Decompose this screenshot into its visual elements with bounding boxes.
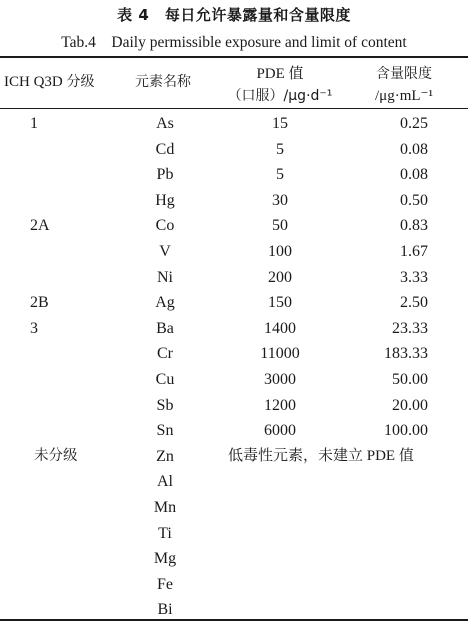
- cell-pde: 100: [268, 242, 292, 260]
- cell-pde: 200: [268, 268, 292, 286]
- cell-group: 3: [30, 319, 38, 337]
- cell-pde: 150: [268, 294, 292, 312]
- header-pde-line2: （口服）/μg·d⁻¹: [227, 88, 333, 104]
- table-row: [0, 162, 468, 188]
- cell-limit: 0.08: [400, 140, 428, 158]
- cell-element: Cr: [157, 345, 173, 363]
- table-row: [0, 265, 468, 291]
- cell-limit: 20.00: [392, 396, 428, 414]
- cell-element: Sb: [156, 396, 174, 414]
- table-row: [0, 316, 468, 342]
- header-ich-group: [4, 71, 95, 93]
- cell-element: Bi: [157, 601, 173, 619]
- table-row: [0, 495, 468, 521]
- cell-element: Ba: [156, 319, 174, 337]
- cell-group: 未分级: [34, 447, 78, 464]
- cell-element: Sn: [156, 422, 174, 440]
- cell-pde: 6000: [264, 422, 296, 440]
- cell-element: As: [156, 115, 174, 132]
- cell-element: Mn: [153, 498, 177, 516]
- header-ich-group-en: ICH Q3D: [4, 74, 67, 90]
- table-row: [0, 213, 468, 239]
- cell-group: 1: [30, 115, 38, 132]
- cell-pde: 30: [272, 191, 288, 209]
- cell-note: 低毒性元素，未建立 PDE 值: [228, 447, 414, 464]
- cell-element: Al: [157, 473, 173, 491]
- table-row: [0, 111, 468, 137]
- table-title-cn: 表 4 每日允许暴露量和含量限度: [117, 6, 351, 24]
- cell-limit: 1.67: [400, 242, 428, 260]
- header-element-name: 元素名称: [135, 74, 191, 90]
- cell-element: Hg: [155, 191, 175, 209]
- cell-element: Mg: [153, 550, 177, 568]
- cell-limit: 0.25: [400, 115, 428, 132]
- table-row: [0, 188, 468, 214]
- table-body: [0, 111, 468, 623]
- cell-element: Cd: [155, 140, 175, 158]
- cell-limit: 23.33: [392, 319, 428, 337]
- cell-element: Ni: [157, 268, 173, 286]
- header-limit-line1: 含量限度: [376, 66, 432, 82]
- cell-pde: 3000: [264, 370, 296, 388]
- table-row: [0, 469, 468, 495]
- cell-element: Co: [155, 217, 175, 235]
- cell-element: Fe: [157, 575, 173, 593]
- cell-element: Cu: [155, 370, 175, 388]
- cell-element: Ag: [155, 294, 175, 312]
- cell-group: 2B: [30, 294, 49, 312]
- cell-pde: 1400: [264, 319, 296, 337]
- cell-limit: 0.50: [400, 191, 428, 209]
- cell-pde: 5: [276, 140, 284, 158]
- cell-group: 2A: [30, 217, 50, 235]
- table-bottom-rule: [0, 619, 468, 621]
- cell-element: Pb: [156, 166, 174, 184]
- cell-element: Ti: [158, 524, 172, 542]
- header-ich-group-zh: 分级: [66, 74, 95, 90]
- header-pde-line1: PDE 值: [256, 66, 304, 82]
- cell-limit: 100.00: [384, 422, 428, 440]
- cell-pde: 11000: [260, 345, 300, 363]
- cell-limit: 183.33: [384, 345, 428, 363]
- table-row: [0, 418, 468, 444]
- table-row: [0, 341, 468, 367]
- cell-element: Zn: [156, 447, 174, 465]
- table-row: [0, 572, 468, 598]
- cell-pde: 50: [272, 217, 288, 235]
- cell-element: V: [159, 242, 171, 260]
- table-row: [0, 521, 468, 547]
- header-pde: [218, 63, 342, 107]
- table-header-rule: [0, 108, 468, 109]
- cell-limit: 3.33: [400, 268, 428, 286]
- cell-limit: 0.83: [400, 217, 428, 235]
- cell-pde: 1200: [264, 396, 296, 414]
- header-limit: [354, 63, 454, 107]
- table-row: [0, 546, 468, 572]
- cell-pde: 5: [276, 166, 284, 184]
- header-limit-line2: /μg·mL⁻¹: [375, 88, 433, 104]
- table-top-rule: [0, 56, 468, 58]
- table-row: [0, 137, 468, 163]
- table-title-en: Tab.4 Daily permissible exposure and limit of content: [61, 34, 407, 51]
- table-row: [0, 239, 468, 265]
- table-row: [0, 393, 468, 419]
- cell-limit: 50.00: [392, 370, 428, 388]
- table-row: [0, 444, 468, 470]
- cell-limit: 2.50: [400, 294, 428, 312]
- table-row: [0, 367, 468, 393]
- cell-pde: 15: [272, 115, 288, 132]
- table-row: [0, 290, 468, 316]
- cell-limit: 0.08: [400, 166, 428, 184]
